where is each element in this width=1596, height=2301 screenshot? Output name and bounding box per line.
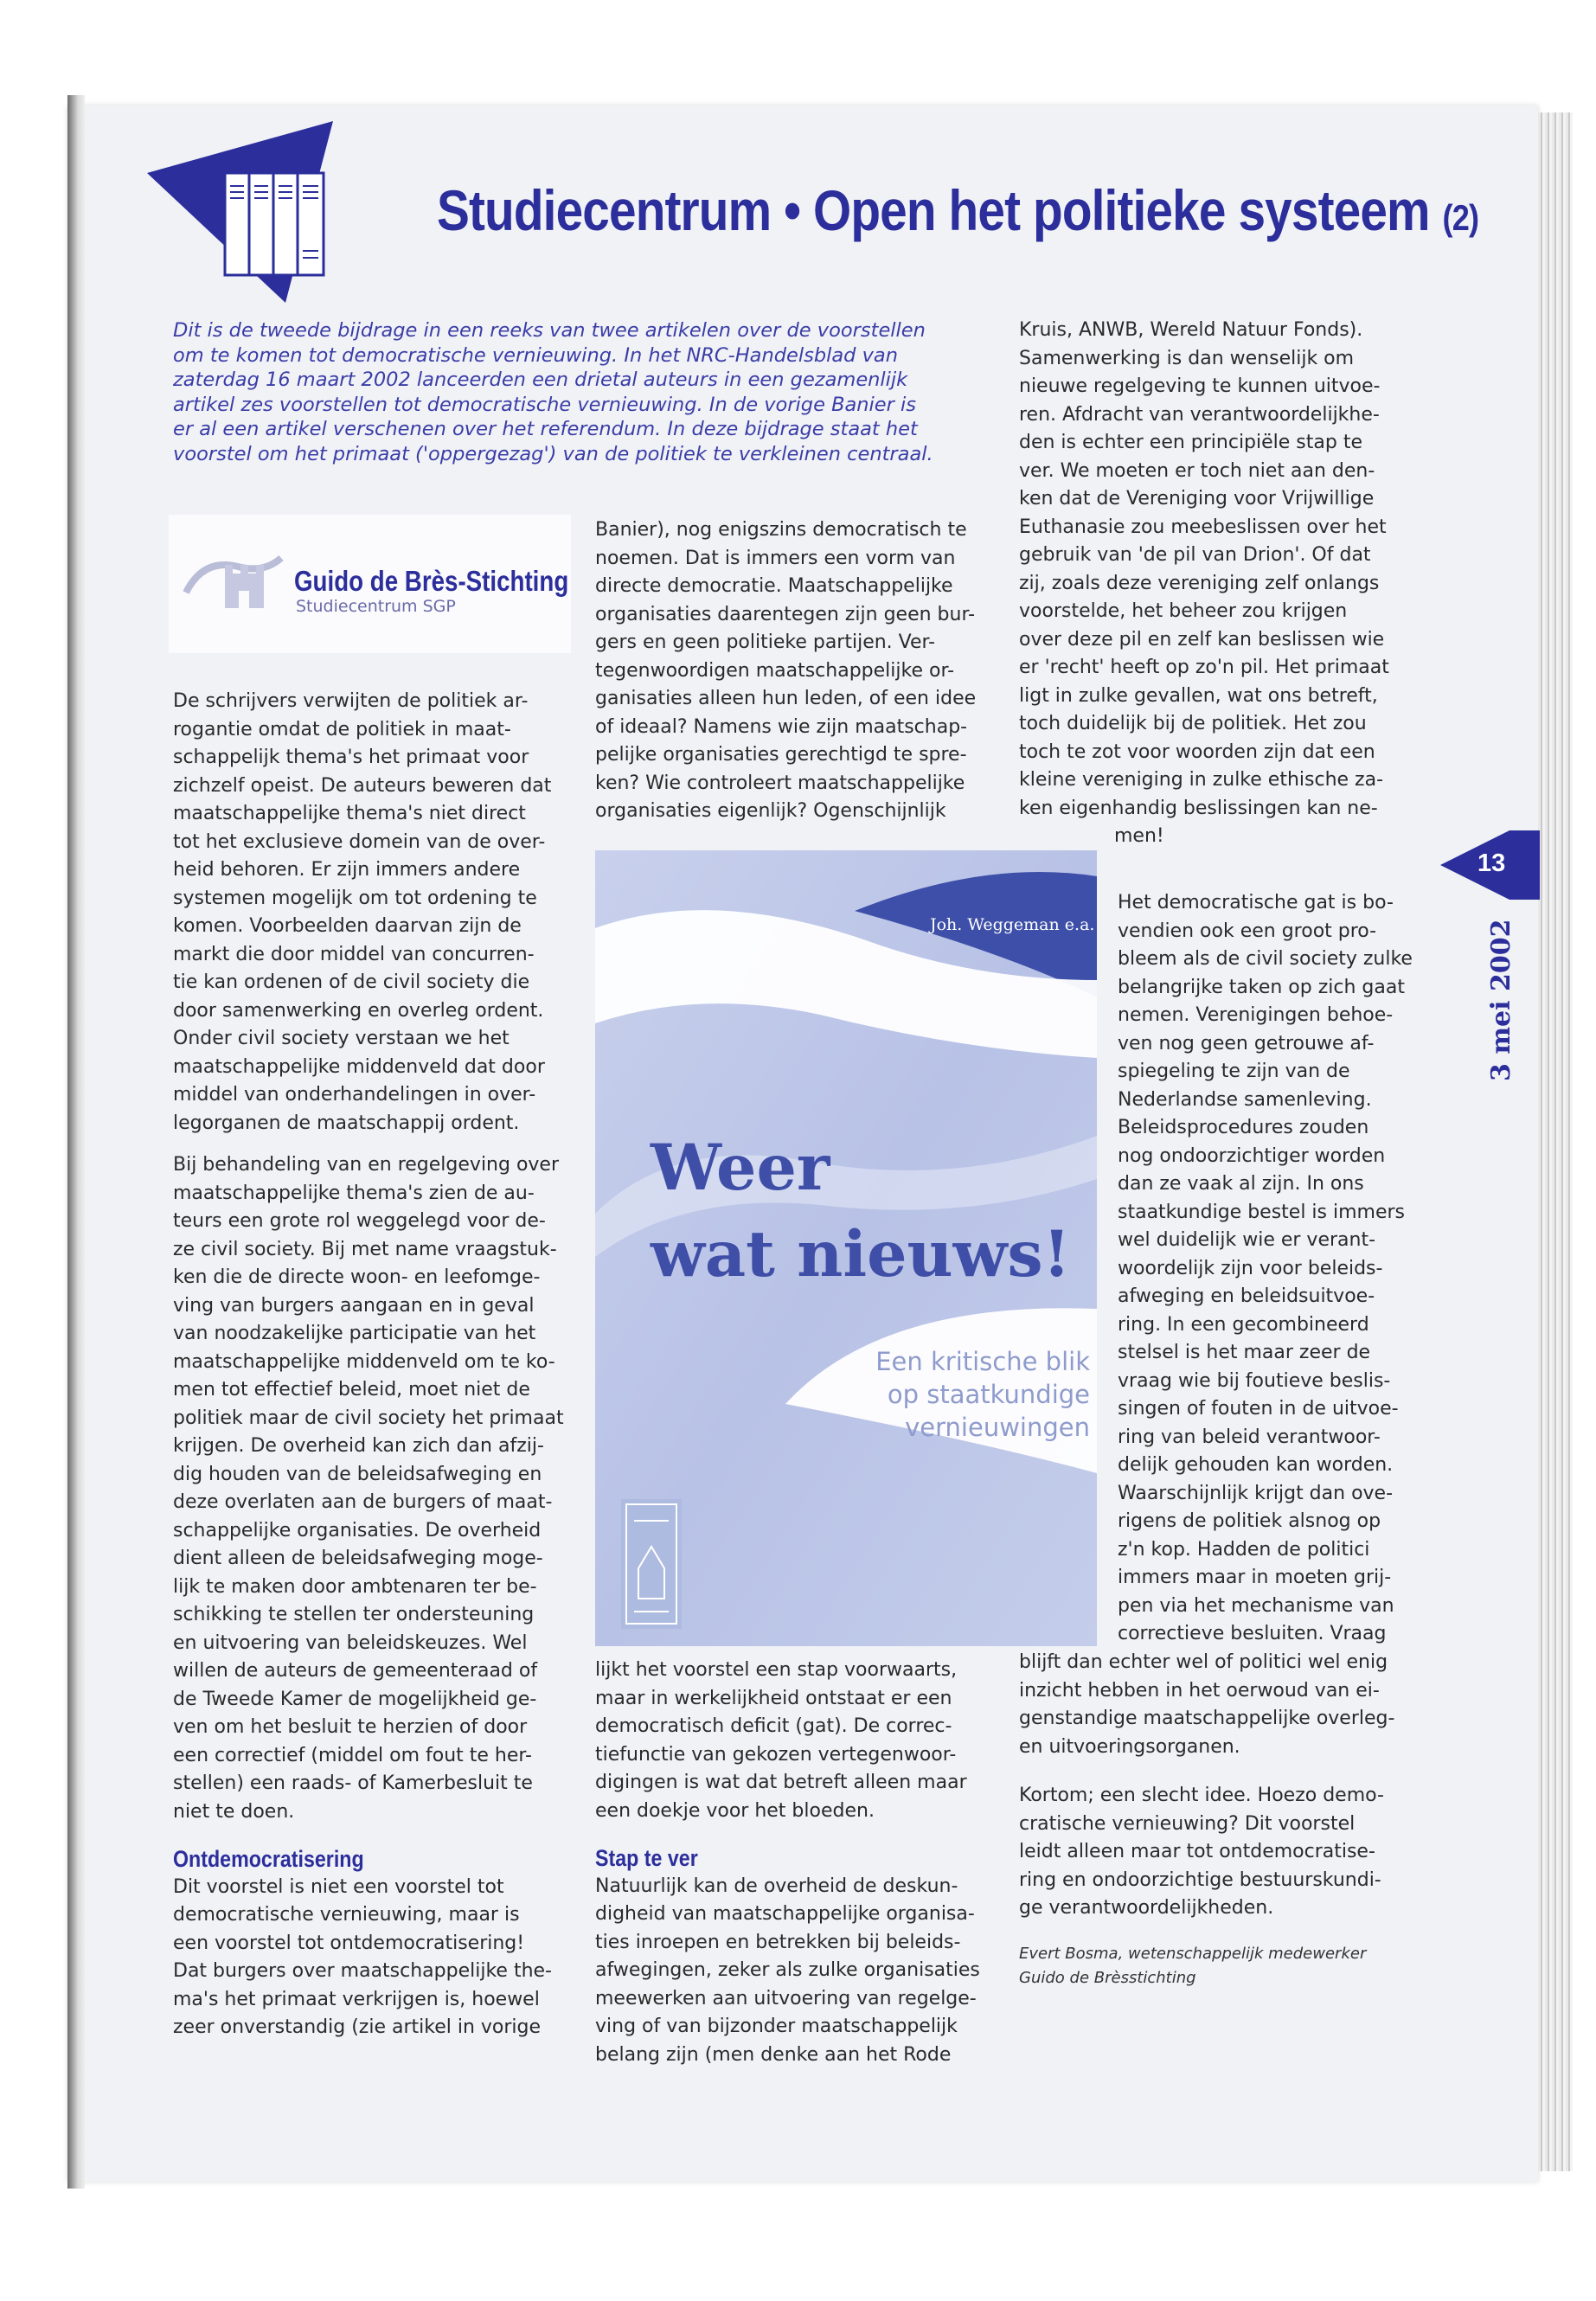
text-line: en uitvoering van beleidskeuzes. Wel <box>173 1631 528 1654</box>
text-line: den is echter een principiële stap te <box>1019 432 1362 453</box>
text-line: schappelijke organisaties. De overheid <box>173 1519 542 1541</box>
text-line: ma's het primaat verkrijgen is, hoewel <box>173 1988 540 2010</box>
text-line: afweging en beleidsuitvoe- <box>1118 1285 1375 1307</box>
text-line: delijk gehouden kan worden. <box>1118 1454 1394 1476</box>
text-line: lijkt het voorstel een stap voorwaarts, <box>595 1659 958 1681</box>
text-line: immers maar in moeten grij- <box>1118 1567 1392 1588</box>
intro-line: zaterdag 16 maart 2002 lanceerden een drietal auteurs in een gezamenlijk <box>173 369 908 392</box>
text-line: maatschappelijke middenveld om te ko- <box>173 1350 555 1373</box>
text-line: van noodzakelijke participatie van het <box>173 1323 536 1344</box>
text-line: dig houden van de beleidsafweging en <box>173 1463 542 1485</box>
text-line: voorstelde, het beheer zou krijgen <box>1019 600 1348 622</box>
section-heading: Ontdemocratisering <box>173 1846 364 1872</box>
text-line: democratische vernieuwing, maar is <box>173 1904 520 1926</box>
column-1 <box>173 688 571 2042</box>
text-line: ken? Wie controleert maatschappelijke <box>595 772 965 794</box>
text-line: komen. Voorbeelden daarvan zijn de <box>173 915 522 937</box>
text-line: ken eigenhandig beslissingen kan ne- <box>1019 797 1378 819</box>
book-title <box>651 1125 1071 1298</box>
text-line: Nederlandse samenleving. <box>1118 1088 1372 1111</box>
text-line: systemen mogelijk om tot ordening te <box>173 887 537 909</box>
paragraph-gap <box>1019 1923 1434 1942</box>
text-line: over deze pil en zelf kan beslissen wie <box>1019 628 1385 651</box>
text-line: een correctief (middel om fout te her- <box>173 1744 532 1766</box>
text-line: stellen) een raads- of Kamerbesluit te <box>173 1772 533 1794</box>
issue-date: 3 mei 2002 <box>1486 919 1516 1081</box>
text-line: organisaties eigenlijk? Ogenschijnlijk <box>595 800 946 822</box>
page-title <box>437 177 1479 243</box>
text-line: spiegeling te zijn van de <box>1118 1061 1350 1082</box>
text-line: Dat burgers over maatschappelijke the- <box>173 1960 552 1982</box>
text-line: dan ze vaak al zijn. In ons <box>1118 1173 1364 1195</box>
text-line: ge verantwoordelijkheden. <box>1019 1897 1274 1919</box>
text-line: nog ondoorzichtiger worden <box>1118 1144 1386 1167</box>
text-line: rogantie omdat de politiek in maat- <box>173 718 511 740</box>
text-line: vraag wie bij foutieve beslis- <box>1118 1369 1391 1392</box>
text-line: afwegingen, zeker als zulke organisaties <box>595 1959 980 1981</box>
text-line: men tot effectief beleid, moet niet de <box>173 1379 530 1400</box>
text-line: krijgen. De overheid kan zich dan afzij- <box>173 1435 544 1457</box>
text-line: ring. In een gecombineerd <box>1118 1313 1369 1336</box>
text-line: toch te zot voor woorden zijn dat een <box>1019 740 1375 763</box>
text-line: Bij behandeling van en regelgeving over <box>173 1154 560 1176</box>
text-line: de Tweede Kamer de mogelijkheid ge- <box>173 1688 537 1710</box>
text-line: schikking te stellen ter ondersteuning <box>173 1604 535 1625</box>
text-line: maatschappelijke thema's niet direct <box>173 803 526 824</box>
column-2-bottom <box>595 1657 1002 2069</box>
text-line: Kortom; een slecht idee. Hoezo demo- <box>1019 1785 1384 1806</box>
text-line: tegenwoordigen maatschappelijke or- <box>595 659 955 682</box>
book-subtitle <box>830 1345 1090 1444</box>
text-line: zichzelf opeist. De auteurs beweren dat <box>173 774 552 797</box>
castle-logo-icon <box>177 541 290 623</box>
text-line: ring van beleid verantwoor- <box>1118 1426 1381 1448</box>
text-line: ven om het besluit te herzien of door <box>173 1716 528 1738</box>
text-line: pelijke organisaties gerechtigd te spre- <box>595 744 967 766</box>
text-line: kleine vereniging in zulke ethische za- <box>1019 769 1384 791</box>
text-line: democratisch deficit (gat). De correc- <box>595 1715 952 1737</box>
text-line: noemen. Dat is immers een vorm van <box>595 547 956 569</box>
text-line: leidt alleen maar tot ontdemocratise- <box>1019 1841 1375 1862</box>
text-line: schappelijk thema's het primaat voor <box>173 747 529 768</box>
book-subtitle-line: op staatkundige <box>887 1380 1090 1409</box>
text-line: Waarschijnlijk krijgt dan ove- <box>1118 1482 1394 1504</box>
text-line: gebruik van 'de pil van Drion'. Of dat <box>1019 544 1371 566</box>
intro-line: artikel zes voorstellen tot democratische vernieuwing. In de vorige Banier is <box>173 393 917 416</box>
text-line: legorganen de maatschappij ordent. <box>173 1112 520 1134</box>
text-line: middel van onderhandelingen in over- <box>173 1084 536 1106</box>
paragraph-gap <box>173 1138 571 1151</box>
text-line: ken dat de Vereniging voor Vrijwillige <box>1019 488 1375 510</box>
text-line: politiek maar de civil society het primaat <box>173 1407 564 1429</box>
text-line: zij, zoals deze vereniging zelf onlangs <box>1019 572 1380 594</box>
text-line: Het democratische gat is bo- <box>1118 892 1394 913</box>
text-line: door samenwerking en overleg ordent. <box>173 999 544 1022</box>
text-line: digheid van maatschappelijke organisa- <box>595 1903 975 1925</box>
text-line: blijft dan echter wel of politici wel enig <box>1019 1651 1388 1673</box>
text-line: wel duidelijk wie er verant- <box>1118 1229 1376 1251</box>
text-line: pen via het mechanisme van <box>1118 1594 1394 1617</box>
section-heading: Stap te ver <box>595 1845 698 1871</box>
text-line: woordelijk zijn voor beleids- <box>1118 1257 1383 1279</box>
page-edges <box>1538 112 1573 2171</box>
title-part: (2) <box>1442 197 1479 238</box>
text-line: nieuwe regelgeving te kunnen uitvoe- <box>1019 375 1381 397</box>
text-line: genstandige maatschappelijke overleg- <box>1019 1708 1395 1729</box>
intro-line: voorstel om het primaat ('oppergezag') van de politiek te verkleinen centraal. <box>173 442 933 465</box>
text-line: organisaties daarentegen zijn geen bur- <box>595 603 976 625</box>
text-line: rigens de politiek alsnog op <box>1118 1510 1381 1532</box>
book-title-line-2: wat nieuws! <box>651 1217 1071 1292</box>
text-line: ring en ondoorzichtige bestuurskundi- <box>1019 1868 1381 1891</box>
intro-paragraph <box>173 318 1003 467</box>
author-affiliation: Guido de Brèsstichting <box>1019 1968 1196 1987</box>
text-line: Natuurlijk kan de overheid de deskun- <box>595 1875 958 1897</box>
text-line: deze overlaten aan de burgers of maat- <box>173 1491 553 1513</box>
text-line: stelsel is het maar zeer de <box>1118 1342 1371 1363</box>
paragraph-gap <box>595 1825 1002 1839</box>
text-line: Onder civil society verstaan we het <box>173 1028 510 1049</box>
text-line: ver. We moeten er toch niet aan den- <box>1019 459 1375 482</box>
text-line: zeer onverstandig (zie artikel in vorige <box>173 2016 542 2038</box>
text-line: bleem als de civil society zulke <box>1118 948 1413 970</box>
intro-line: Dit is de tweede bijdrage in een reeks van twee artikelen over de voorstellen <box>173 319 926 342</box>
text-line: Kruis, ANWB, Wereld Natuur Fonds). <box>1019 319 1363 341</box>
text-line: cratische vernieuwing? Dit voorstel <box>1019 1812 1356 1835</box>
text-line: ven nog geen getrouwe af- <box>1118 1032 1375 1054</box>
column-3-top <box>1019 317 1434 851</box>
text-line: digingen is wat dat betreft alleen maar <box>595 1772 967 1793</box>
text-line: ze civil society. Bij met name vraagstuk- <box>173 1238 557 1260</box>
text-line: willen de auteurs de gemeenteraad of <box>173 1660 538 1682</box>
text-line: De schrijvers verwijten de politiek ar- <box>173 690 529 712</box>
books-icon <box>147 121 372 316</box>
column-2-top <box>595 516 1002 826</box>
text-line: tiefunctie van gekozen vertegenwoor- <box>595 1743 957 1766</box>
text-line: maatschappelijke middenveld dat door <box>173 1055 545 1078</box>
text-line: Beleidsprocedures zouden <box>1118 1117 1369 1138</box>
book-subtitle-line: Een kritische blik <box>875 1347 1090 1376</box>
paragraph-gap <box>1019 1761 1434 1782</box>
text-line: dient alleen de beleidsafweging moge- <box>173 1548 543 1569</box>
text-line: Banier), nog enigszins democratisch te <box>595 519 967 541</box>
text-line: nemen. Verenigingen behoe- <box>1118 1004 1394 1026</box>
intro-line: er al een artikel verschenen over het referendum. In deze bijdrage staat het <box>173 418 918 441</box>
text-line: maar in werkelijkheid ontstaat er een <box>595 1687 952 1709</box>
text-line: ligt in zulke gevallen, wat ons betreft, <box>1019 684 1378 707</box>
paragraph-gap <box>173 1826 571 1840</box>
text-line: maatschappelijke thema's zien de au- <box>173 1182 535 1204</box>
text-line: lijk te maken door ambtenaren ter be- <box>173 1575 537 1598</box>
text-line: of ideaal? Namens wie zijn maatschap- <box>595 715 968 738</box>
text-line: er 'recht' heeft op zo'n pil. Het primaat <box>1019 657 1389 678</box>
column-3-bottom <box>1019 1649 1434 1990</box>
text-line: toch duidelijk bij de politiek. Het zou <box>1019 713 1367 734</box>
text-line: directe democratie. Maatschappelijke <box>595 575 953 597</box>
text-line: meewerken aan uitvoering van regelge- <box>595 1987 977 2009</box>
book-author: Joh. Weggeman e.a. <box>930 915 1095 934</box>
text-line: correctieve besluiten. Vraag <box>1118 1623 1387 1644</box>
text-line: inzicht hebben in het oerwoud van ei- <box>1019 1679 1380 1702</box>
logo-subtitle: Studiecentrum SGP <box>296 597 456 616</box>
binding-spine <box>67 95 85 2189</box>
title-text: Studiecentrum • Open het politieke systeem <box>437 178 1430 242</box>
text-line: vendien ook een groot pro- <box>1118 920 1377 942</box>
text-line: Dit voorstel is niet een voorstel tot <box>173 1875 504 1898</box>
text-line: en uitvoeringsorganen. <box>1019 1735 1240 1758</box>
text-line: belangrijke taken op zich gaat <box>1118 976 1405 998</box>
page-number: 13 <box>1477 849 1506 877</box>
logo-name: Guido de Brès-Stichting <box>294 565 569 597</box>
text-line: ganisaties alleen hun leden, of een idee <box>595 688 977 709</box>
text-line: tie kan ordenen of de civil society die <box>173 971 530 993</box>
text-line: een doekje voor het bloeden. <box>595 1799 875 1822</box>
text-line: ving van burgers aangaan en in geval <box>173 1294 535 1317</box>
intro-line: om te komen tot democratische vernieuwing. In het NRC-Handelsblad van <box>173 343 898 367</box>
text-line: heid behoren. Er zijn immers andere <box>173 859 521 881</box>
text-line: ken die de directe woon- en leefomge- <box>173 1266 541 1288</box>
book-title-line-1: Weer <box>651 1131 830 1205</box>
text-line: gers en geen politieke partijen. Ver- <box>595 631 936 653</box>
text-line: markt die door middel van concurren- <box>173 943 535 965</box>
text-line: een voorstel tot ontdemocratisering! <box>173 1932 525 1954</box>
text-line: Euthanasie zou meebeslissen over het <box>1019 516 1387 538</box>
text-line: singen of fouten in de uitvoe- <box>1118 1398 1399 1420</box>
text-line: ving of van bijzonder maatschappelijk <box>595 2016 958 2037</box>
text-line: ties inroepen en betrekken bij beleids- <box>595 1931 961 1953</box>
text-line: Samenwerking is dan wenselijk om <box>1019 347 1355 369</box>
text-line: tot het exclusieve domein van de over- <box>173 830 546 853</box>
text-line: ren. Afdracht van verantwoordelijkhe- <box>1019 403 1380 426</box>
column-3-narrow <box>1118 889 1438 1649</box>
author-signature: Evert Bosma, wetenschappelijk medewerker <box>1019 1944 1367 1963</box>
text-line: z'n kop. Hadden de politici <box>1118 1538 1370 1561</box>
text-line: niet te doen. <box>173 1800 295 1823</box>
text-line: belang zijn (men denke aan het Rode <box>595 2043 952 2066</box>
text-line: teurs een grote rol weggelegd voor de- <box>173 1210 546 1232</box>
text-line: staatkundige bestel is immers <box>1118 1201 1406 1223</box>
book-subtitle-line: vernieuwingen <box>905 1413 1090 1442</box>
text-line: men! <box>1114 825 1164 847</box>
